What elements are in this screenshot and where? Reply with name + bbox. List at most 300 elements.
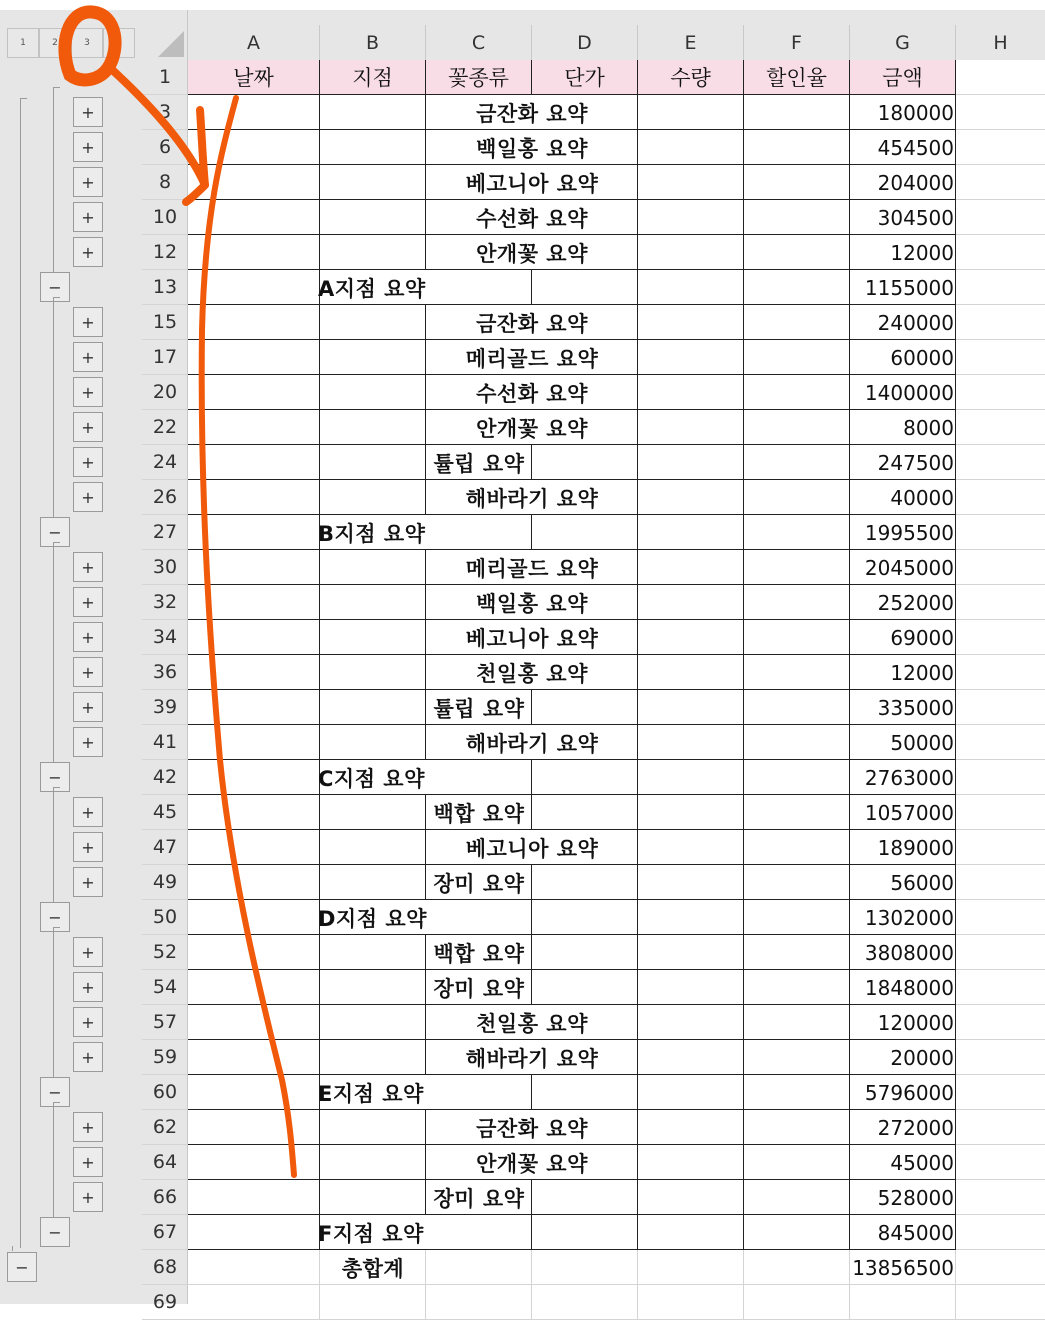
quantity-cell[interactable] bbox=[638, 1145, 744, 1180]
unit-price-cell[interactable] bbox=[532, 900, 638, 935]
row-header-57[interactable]: 57 bbox=[142, 1005, 188, 1040]
branch-cell[interactable] bbox=[320, 865, 426, 900]
collapse-group-button[interactable]: − bbox=[40, 517, 70, 547]
empty-cell-h[interactable] bbox=[956, 410, 1045, 445]
expand-group-button[interactable]: + bbox=[73, 1182, 103, 1212]
discount-cell[interactable] bbox=[744, 340, 850, 375]
branch-cell[interactable] bbox=[320, 480, 426, 515]
expand-group-button[interactable]: + bbox=[73, 552, 103, 582]
row-header-67[interactable]: 67 bbox=[142, 1215, 188, 1250]
branch-cell[interactable] bbox=[320, 305, 426, 340]
discount-cell[interactable] bbox=[744, 830, 850, 865]
row-label: 베고니아 요약 bbox=[465, 836, 599, 861]
date-cell[interactable] bbox=[188, 200, 320, 235]
discount-cell[interactable] bbox=[744, 760, 850, 795]
discount-cell[interactable] bbox=[744, 900, 850, 935]
branch-cell[interactable] bbox=[320, 725, 426, 760]
date-cell[interactable] bbox=[188, 935, 320, 970]
row-header-39[interactable]: 39 bbox=[142, 690, 188, 725]
header-discount-cell[interactable]: 할인율 bbox=[744, 60, 850, 95]
branch-cell[interactable] bbox=[320, 1180, 426, 1215]
column-header-e[interactable]: E bbox=[638, 25, 744, 60]
quantity-cell[interactable] bbox=[638, 340, 744, 375]
row-header-34[interactable]: 34 bbox=[142, 620, 188, 655]
branch-cell[interactable] bbox=[320, 655, 426, 690]
branch-cell[interactable] bbox=[320, 375, 426, 410]
quantity-cell[interactable] bbox=[638, 585, 744, 620]
branch-cell[interactable] bbox=[320, 1110, 426, 1145]
row-label: 수선화 요약 bbox=[476, 381, 588, 406]
date-cell[interactable] bbox=[188, 340, 320, 375]
discount-cell[interactable] bbox=[744, 200, 850, 235]
expand-group-button[interactable]: + bbox=[73, 1147, 103, 1177]
row-header-24[interactable]: 24 bbox=[142, 445, 188, 480]
row-header-45[interactable]: 45 bbox=[142, 795, 188, 830]
date-cell[interactable] bbox=[188, 130, 320, 165]
expand-group-button[interactable]: + bbox=[73, 972, 103, 1002]
expand-group-button[interactable]: + bbox=[73, 937, 103, 967]
quantity-cell[interactable] bbox=[638, 480, 744, 515]
collapse-group-button[interactable]: − bbox=[40, 1077, 70, 1107]
unit-price-cell[interactable] bbox=[532, 1250, 638, 1285]
discount-cell[interactable] bbox=[744, 690, 850, 725]
table-row bbox=[188, 1180, 1045, 1215]
expand-group-button[interactable]: + bbox=[73, 622, 103, 652]
date-cell[interactable] bbox=[188, 1180, 320, 1215]
expand-group-button[interactable]: + bbox=[73, 587, 103, 617]
header-date-cell[interactable]: 날짜 bbox=[188, 60, 320, 95]
date-cell[interactable] bbox=[188, 375, 320, 410]
discount-cell[interactable] bbox=[744, 795, 850, 830]
quantity-cell[interactable] bbox=[638, 1040, 744, 1075]
empty-cell-h[interactable] bbox=[956, 690, 1045, 725]
row-header-15[interactable]: 15 bbox=[142, 305, 188, 340]
flower-cell[interactable] bbox=[426, 1285, 532, 1320]
outline-level-4-button[interactable]: 4 bbox=[103, 28, 135, 58]
row-label: 해바라기 요약 bbox=[465, 486, 599, 511]
quantity-cell[interactable] bbox=[638, 1075, 744, 1110]
row-header-68[interactable]: 68 bbox=[142, 1250, 188, 1285]
unit-price-cell[interactable] bbox=[532, 1180, 638, 1215]
expand-group-button[interactable]: + bbox=[73, 307, 103, 337]
unit-price-cell[interactable] bbox=[532, 760, 638, 795]
branch-cell[interactable] bbox=[320, 1145, 426, 1180]
date-cell[interactable] bbox=[188, 445, 320, 480]
empty-cell-h[interactable] bbox=[956, 865, 1045, 900]
date-cell[interactable] bbox=[188, 305, 320, 340]
date-cell[interactable] bbox=[188, 515, 320, 550]
branch-cell[interactable] bbox=[320, 1040, 426, 1075]
row-header-6[interactable]: 6 bbox=[142, 130, 188, 165]
row-header-59[interactable]: 59 bbox=[142, 1040, 188, 1075]
quantity-cell[interactable] bbox=[638, 445, 744, 480]
empty-cell-h[interactable] bbox=[956, 550, 1045, 585]
outline-level-2-button[interactable]: 2 bbox=[39, 28, 71, 58]
date-cell[interactable] bbox=[188, 410, 320, 445]
row-header-36[interactable]: 36 bbox=[142, 655, 188, 690]
branch-cell[interactable] bbox=[320, 95, 426, 130]
quantity-cell[interactable] bbox=[638, 130, 744, 165]
row-header-22[interactable]: 22 bbox=[142, 410, 188, 445]
expand-group-button[interactable]: + bbox=[73, 832, 103, 862]
discount-cell[interactable] bbox=[744, 445, 850, 480]
header-flower-cell[interactable]: 꽃종류 bbox=[426, 60, 532, 95]
date-cell[interactable] bbox=[188, 865, 320, 900]
date-cell[interactable] bbox=[188, 830, 320, 865]
discount-cell[interactable] bbox=[744, 95, 850, 130]
row-header-30[interactable]: 30 bbox=[142, 550, 188, 585]
row-header-41[interactable]: 41 bbox=[142, 725, 188, 760]
header-amount-cell[interactable]: 금액 bbox=[850, 60, 956, 95]
row-header-10[interactable]: 10 bbox=[142, 200, 188, 235]
expand-group-button[interactable]: + bbox=[73, 1042, 103, 1072]
date-cell[interactable] bbox=[188, 95, 320, 130]
branch-cell[interactable] bbox=[320, 795, 426, 830]
table-row bbox=[188, 690, 1045, 725]
quantity-cell[interactable] bbox=[638, 830, 744, 865]
date-cell[interactable] bbox=[188, 1075, 320, 1110]
table-row bbox=[188, 550, 1045, 585]
row-label: 금잔화 요약 bbox=[476, 1116, 588, 1141]
date-cell[interactable] bbox=[188, 1040, 320, 1075]
empty-cell-h[interactable] bbox=[956, 375, 1045, 410]
column-header-f[interactable]: F bbox=[744, 25, 850, 60]
collapse-group-button[interactable]: − bbox=[40, 1217, 70, 1247]
row-header-3[interactable]: 3 bbox=[142, 95, 188, 130]
quantity-cell[interactable] bbox=[638, 1180, 744, 1215]
quantity-cell[interactable] bbox=[638, 165, 744, 200]
empty-cell-h[interactable] bbox=[956, 515, 1045, 550]
quantity-cell[interactable] bbox=[638, 1250, 744, 1285]
quantity-cell[interactable] bbox=[638, 620, 744, 655]
amount-cell[interactable] bbox=[850, 1285, 956, 1320]
collapse-group-button[interactable]: − bbox=[40, 762, 70, 792]
expand-group-button[interactable]: + bbox=[73, 1112, 103, 1142]
empty-cell-h[interactable] bbox=[956, 270, 1045, 305]
quantity-cell[interactable] bbox=[638, 795, 744, 830]
date-cell[interactable] bbox=[188, 270, 320, 305]
discount-cell[interactable] bbox=[744, 970, 850, 1005]
header-quantity-cell[interactable]: 수량 bbox=[638, 60, 744, 95]
quantity-cell[interactable] bbox=[638, 655, 744, 690]
branch-cell[interactable] bbox=[320, 585, 426, 620]
quantity-cell[interactable] bbox=[638, 235, 744, 270]
date-cell[interactable] bbox=[188, 1110, 320, 1145]
row-header-42[interactable]: 42 bbox=[142, 760, 188, 795]
discount-cell[interactable] bbox=[744, 1250, 850, 1285]
branch-cell[interactable] bbox=[320, 690, 426, 725]
empty-cell-h[interactable] bbox=[956, 1005, 1045, 1040]
row-label: 안개꽃 요약 bbox=[476, 416, 588, 441]
quantity-cell[interactable] bbox=[638, 1215, 744, 1250]
collapse-all-button[interactable]: − bbox=[7, 1252, 37, 1282]
quantity-cell[interactable] bbox=[638, 270, 744, 305]
row-header-62[interactable]: 62 bbox=[142, 1110, 188, 1145]
branch-cell[interactable] bbox=[320, 130, 426, 165]
discount-cell[interactable] bbox=[744, 550, 850, 585]
table-row bbox=[188, 900, 1045, 935]
discount-cell[interactable] bbox=[744, 585, 850, 620]
empty-cell-h[interactable] bbox=[956, 1250, 1045, 1285]
discount-cell[interactable] bbox=[744, 655, 850, 690]
table-row bbox=[188, 760, 1045, 795]
column-header-a[interactable]: A bbox=[188, 25, 320, 60]
empty-cell-h[interactable] bbox=[956, 1145, 1045, 1180]
unit-price-cell[interactable] bbox=[532, 690, 638, 725]
date-cell[interactable] bbox=[188, 585, 320, 620]
quantity-cell[interactable] bbox=[638, 935, 744, 970]
branch-cell[interactable] bbox=[320, 445, 426, 480]
branch-cell[interactable] bbox=[320, 1005, 426, 1040]
expand-group-button[interactable]: + bbox=[73, 412, 103, 442]
quantity-cell[interactable] bbox=[638, 865, 744, 900]
row-header-12[interactable]: 12 bbox=[142, 235, 188, 270]
quantity-cell[interactable] bbox=[638, 1110, 744, 1145]
discount-cell[interactable] bbox=[744, 1005, 850, 1040]
select-all-corner[interactable] bbox=[142, 10, 188, 60]
date-cell[interactable] bbox=[188, 480, 320, 515]
empty-cell-h[interactable] bbox=[956, 1215, 1045, 1250]
outline-bracket-tick bbox=[20, 98, 27, 99]
discount-cell[interactable] bbox=[744, 1180, 850, 1215]
empty-cell-h[interactable] bbox=[956, 970, 1045, 1005]
unit-price-cell[interactable] bbox=[532, 445, 638, 480]
row-header-66[interactable]: 66 bbox=[142, 1180, 188, 1215]
unit-price-cell[interactable] bbox=[532, 270, 638, 305]
header-branch-cell[interactable]: 지점 bbox=[320, 60, 426, 95]
column-header-b[interactable]: B bbox=[320, 25, 426, 60]
flower-cell[interactable] bbox=[426, 1250, 532, 1285]
empty-cell-h[interactable] bbox=[956, 795, 1045, 830]
empty-cell-h[interactable] bbox=[956, 900, 1045, 935]
date-cell[interactable] bbox=[188, 900, 320, 935]
row-header-69[interactable]: 69 bbox=[142, 1285, 188, 1320]
discount-cell[interactable] bbox=[744, 725, 850, 760]
header-unit-price-cell[interactable]: 단가 bbox=[532, 60, 638, 95]
outline-level-3-button[interactable]: 3 bbox=[71, 28, 103, 58]
quantity-cell[interactable] bbox=[638, 760, 744, 795]
quantity-cell[interactable] bbox=[638, 970, 744, 1005]
empty-cell-h[interactable] bbox=[956, 480, 1045, 515]
branch-cell[interactable] bbox=[320, 410, 426, 445]
row-header-60[interactable]: 60 bbox=[142, 1075, 188, 1110]
discount-cell[interactable] bbox=[744, 305, 850, 340]
expand-group-button[interactable]: + bbox=[73, 377, 103, 407]
discount-cell[interactable] bbox=[744, 620, 850, 655]
empty-cell-h[interactable] bbox=[956, 620, 1045, 655]
empty-cell-h[interactable] bbox=[956, 1285, 1045, 1320]
expand-group-button[interactable]: + bbox=[73, 797, 103, 827]
unit-price-cell[interactable] bbox=[532, 1215, 638, 1250]
row-label: E지점 요약 bbox=[318, 1081, 424, 1106]
date-cell[interactable] bbox=[188, 1250, 320, 1285]
branch-cell[interactable] bbox=[320, 1285, 426, 1320]
row-label: 해바라기 요약 bbox=[465, 731, 599, 756]
empty-cell-h[interactable] bbox=[956, 165, 1045, 200]
date-cell[interactable] bbox=[188, 690, 320, 725]
empty-cell-h[interactable] bbox=[956, 340, 1045, 375]
empty-cell-h[interactable] bbox=[956, 200, 1045, 235]
quantity-cell[interactable] bbox=[638, 95, 744, 130]
row-label: A지점 요약 bbox=[318, 276, 426, 301]
unit-price-cell[interactable] bbox=[532, 935, 638, 970]
table-row bbox=[188, 1285, 1045, 1320]
branch-cell[interactable] bbox=[320, 620, 426, 655]
unit-price-cell[interactable] bbox=[532, 865, 638, 900]
branch-cell[interactable] bbox=[320, 935, 426, 970]
empty-cell-h[interactable] bbox=[956, 725, 1045, 760]
quantity-cell[interactable] bbox=[638, 725, 744, 760]
row-header-49[interactable]: 49 bbox=[142, 865, 188, 900]
discount-cell[interactable] bbox=[744, 410, 850, 445]
expand-group-button[interactable]: + bbox=[73, 167, 103, 197]
row-header-27[interactable]: 27 bbox=[142, 515, 188, 550]
row-header-64[interactable]: 64 bbox=[142, 1145, 188, 1180]
date-cell[interactable] bbox=[188, 1285, 320, 1320]
discount-cell[interactable] bbox=[744, 1040, 850, 1075]
empty-cell-h[interactable] bbox=[956, 760, 1045, 795]
empty-cell-h[interactable] bbox=[956, 655, 1045, 690]
row-header-50[interactable]: 50 bbox=[142, 900, 188, 935]
column-header-d[interactable]: D bbox=[532, 25, 638, 60]
date-cell[interactable] bbox=[188, 795, 320, 830]
quantity-cell[interactable] bbox=[638, 1005, 744, 1040]
discount-cell[interactable] bbox=[744, 1215, 850, 1250]
branch-cell[interactable] bbox=[320, 235, 426, 270]
unit-price-cell[interactable] bbox=[532, 1285, 638, 1320]
empty-cell-h[interactable] bbox=[956, 305, 1045, 340]
branch-cell[interactable] bbox=[320, 165, 426, 200]
empty-cell-h[interactable] bbox=[956, 1040, 1045, 1075]
quantity-cell[interactable] bbox=[638, 515, 744, 550]
row-header-52[interactable]: 52 bbox=[142, 935, 188, 970]
column-header-h[interactable]: H bbox=[993, 31, 1008, 54]
expand-group-button[interactable]: + bbox=[73, 342, 103, 372]
expand-group-button[interactable]: + bbox=[73, 97, 103, 127]
table-row bbox=[188, 970, 1045, 1005]
unit-price-cell[interactable] bbox=[532, 515, 638, 550]
date-cell[interactable] bbox=[188, 235, 320, 270]
discount-cell[interactable] bbox=[744, 1075, 850, 1110]
expand-group-button[interactable]: + bbox=[73, 692, 103, 722]
discount-cell[interactable] bbox=[744, 270, 850, 305]
empty-cell-h[interactable] bbox=[956, 830, 1045, 865]
collapse-group-button[interactable]: − bbox=[40, 272, 70, 302]
quantity-cell[interactable] bbox=[638, 690, 744, 725]
row-header-1[interactable]: 1 bbox=[142, 60, 188, 95]
row-header-47[interactable]: 47 bbox=[142, 830, 188, 865]
row-header-32[interactable]: 32 bbox=[142, 585, 188, 620]
expand-group-button[interactable]: + bbox=[73, 867, 103, 897]
date-cell[interactable] bbox=[188, 550, 320, 585]
empty-cell-h[interactable] bbox=[956, 935, 1045, 970]
discount-cell[interactable] bbox=[744, 865, 850, 900]
unit-price-cell[interactable] bbox=[532, 795, 638, 830]
expand-group-button[interactable]: + bbox=[73, 132, 103, 162]
table-row bbox=[188, 1145, 1045, 1180]
date-cell[interactable] bbox=[188, 620, 320, 655]
quantity-cell[interactable] bbox=[638, 900, 744, 935]
discount-cell[interactable] bbox=[744, 935, 850, 970]
empty-cell-h[interactable] bbox=[956, 1075, 1045, 1110]
table-row bbox=[188, 655, 1045, 690]
date-cell[interactable] bbox=[188, 1005, 320, 1040]
discount-cell[interactable] bbox=[744, 1145, 850, 1180]
discount-cell[interactable] bbox=[744, 1285, 850, 1320]
discount-cell[interactable] bbox=[744, 235, 850, 270]
date-cell[interactable] bbox=[188, 655, 320, 690]
discount-cell[interactable] bbox=[744, 480, 850, 515]
collapse-group-button[interactable]: − bbox=[40, 902, 70, 932]
row-label: 베고니아 요약 bbox=[465, 626, 599, 651]
expand-group-button[interactable]: + bbox=[73, 202, 103, 232]
expand-group-button[interactable]: + bbox=[73, 1007, 103, 1037]
quantity-cell[interactable] bbox=[638, 375, 744, 410]
outline-bracket-line bbox=[53, 927, 54, 1077]
empty-cell-h[interactable] bbox=[956, 1110, 1045, 1145]
row-header-54[interactable]: 54 bbox=[142, 970, 188, 1005]
table-row bbox=[188, 1215, 1045, 1250]
row-header-17[interactable]: 17 bbox=[142, 340, 188, 375]
column-header-g[interactable]: G bbox=[850, 25, 956, 60]
expand-group-button[interactable]: + bbox=[73, 727, 103, 757]
expand-group-button[interactable]: + bbox=[73, 482, 103, 512]
date-cell[interactable] bbox=[188, 1215, 320, 1250]
empty-cell-h[interactable] bbox=[956, 130, 1045, 165]
quantity-cell[interactable] bbox=[638, 305, 744, 340]
branch-cell[interactable] bbox=[320, 830, 426, 865]
empty-cell-h[interactable] bbox=[956, 585, 1045, 620]
date-cell[interactable] bbox=[188, 725, 320, 760]
row-header-8[interactable]: 8 bbox=[142, 165, 188, 200]
quantity-cell[interactable] bbox=[638, 1285, 744, 1320]
quantity-cell[interactable] bbox=[638, 200, 744, 235]
outline-level-1-button[interactable]: 1 bbox=[7, 28, 39, 58]
quantity-cell[interactable] bbox=[638, 550, 744, 585]
branch-cell[interactable] bbox=[320, 200, 426, 235]
branch-cell[interactable] bbox=[320, 550, 426, 585]
row-header-20[interactable]: 20 bbox=[142, 375, 188, 410]
date-cell[interactable] bbox=[188, 165, 320, 200]
branch-cell[interactable] bbox=[320, 970, 426, 1005]
quantity-cell[interactable] bbox=[638, 410, 744, 445]
unit-price-cell[interactable] bbox=[532, 970, 638, 1005]
discount-cell[interactable] bbox=[744, 130, 850, 165]
discount-cell[interactable] bbox=[744, 1110, 850, 1145]
date-cell[interactable] bbox=[188, 1145, 320, 1180]
date-cell[interactable] bbox=[188, 970, 320, 1005]
column-header-c[interactable]: C bbox=[426, 25, 532, 60]
discount-cell[interactable] bbox=[744, 165, 850, 200]
discount-cell[interactable] bbox=[744, 515, 850, 550]
amount-value: 40000 bbox=[890, 485, 954, 510]
empty-cell-h[interactable] bbox=[956, 60, 1045, 95]
expand-group-button[interactable]: + bbox=[73, 237, 103, 267]
row-header-26[interactable]: 26 bbox=[142, 480, 188, 515]
unit-price-cell[interactable] bbox=[532, 1075, 638, 1110]
row-header-13[interactable]: 13 bbox=[142, 270, 188, 305]
expand-group-button[interactable]: + bbox=[73, 657, 103, 687]
branch-cell[interactable] bbox=[320, 340, 426, 375]
empty-cell-h[interactable] bbox=[956, 445, 1045, 480]
expand-group-button[interactable]: + bbox=[73, 447, 103, 477]
row-label: 해바라기 요약 bbox=[465, 1046, 599, 1071]
empty-cell-h[interactable] bbox=[956, 235, 1045, 270]
date-cell[interactable] bbox=[188, 760, 320, 795]
discount-cell[interactable] bbox=[744, 375, 850, 410]
empty-cell-h[interactable] bbox=[956, 95, 1045, 130]
empty-cell-h[interactable] bbox=[956, 1180, 1045, 1215]
